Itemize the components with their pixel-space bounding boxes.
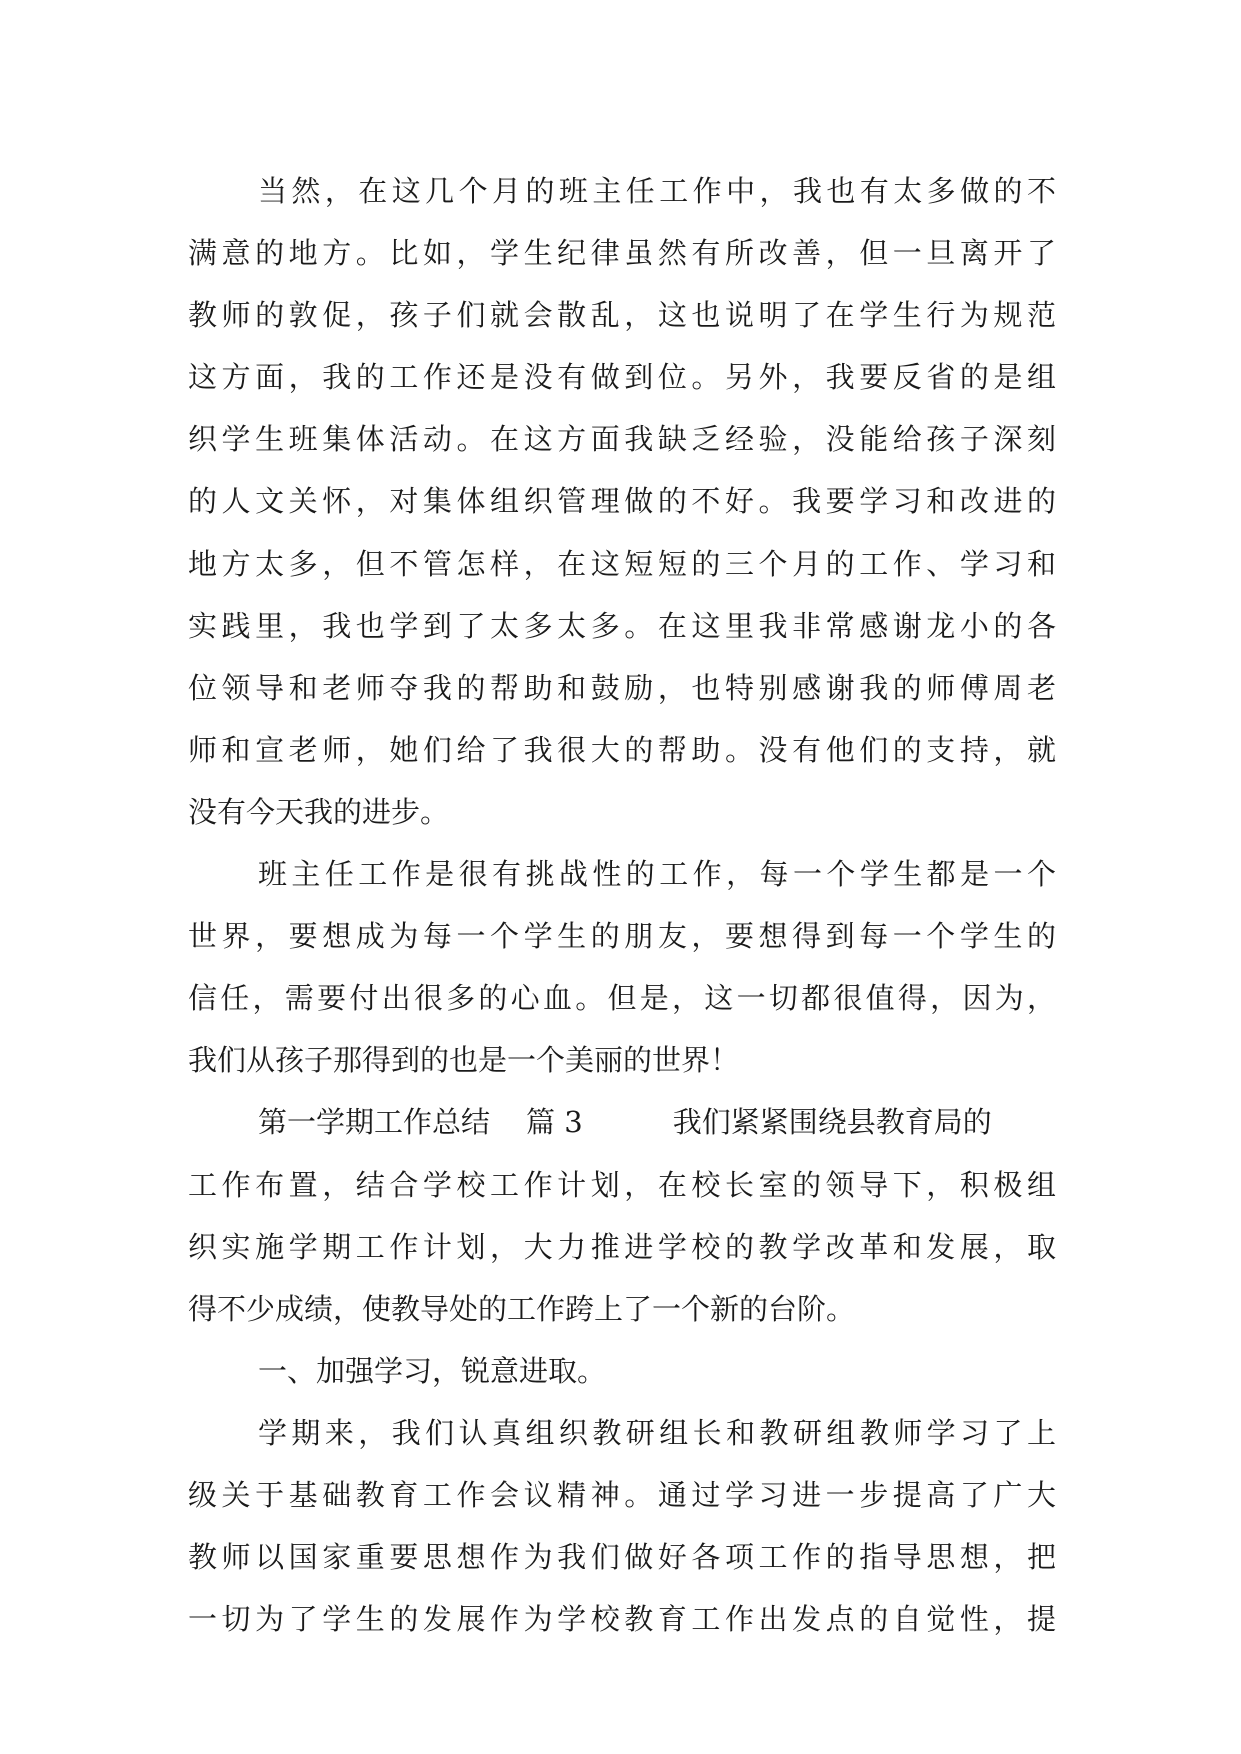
document-body: [188, 160, 1056, 1650]
text-line: 教师的敦促，孩子们就会散乱，这也说明了在学生行为规范: [188, 298, 1056, 333]
text-line: 一切为了学生的发展作为学校教育工作出发点的自觉性，提: [188, 1602, 1056, 1637]
section-title: 第一学期工作总结: [258, 1105, 491, 1140]
text-line: 的人文关怀，对集体组织管理做的不好。我要学习和改进的: [188, 484, 1056, 519]
text-line: 信任，需要付出很多的心血。但是，这一切都很值得，因为，: [188, 981, 1056, 1016]
text-line: 地方太多，但不管怎样，在这短短的三个月的工作、学习和: [188, 546, 1056, 581]
text-line: 得不少成绩，使教导处的工作跨上了一个新的台阶。: [188, 1291, 856, 1326]
section-part-label: 篇 3: [526, 1105, 583, 1140]
text-line: 师和宣老师，她们给了我很大的帮助。没有他们的支持，就: [188, 732, 1056, 767]
text-line: 织实施学期工作计划，大力推进学校的教学改革和发展，取: [188, 1229, 1056, 1264]
text-line: 工作布置，结合学校工作计划，在校长室的领导下，积极组: [188, 1167, 1056, 1202]
text-line: 我们从孩子那得到的也是一个美丽的世界！: [188, 1043, 740, 1078]
text-line: 这方面，我的工作还是没有做到位。另外，我要反省的是组: [188, 360, 1056, 395]
text-line: 没有今天我的进步。: [188, 794, 450, 829]
section-heading-line: [188, 1091, 1056, 1153]
text-line: 织学生班集体活动。在这方面我缺乏经验，没能给孩子深刻: [188, 422, 1056, 457]
text-line: 级关于基础教育工作会议精神。通过学习进一步提高了广大: [188, 1477, 1056, 1512]
subsection-heading: 一、加强学习，锐意进取。: [258, 1353, 607, 1388]
text-line: 满意的地方。比如，学生纪律虽然有所改善，但一旦离开了: [188, 236, 1056, 271]
text-line: 位领导和老师夺我的帮助和鼓励，也特别感谢我的师傅周老: [188, 670, 1056, 705]
text-line: 当然，在这几个月的班主任工作中，我也有太多做的不: [258, 174, 1056, 208]
text-line: 实践里，我也学到了太多太多。在这里我非常感谢龙小的各: [188, 608, 1056, 643]
text-line: 教师以国家重要思想作为我们做好各项工作的指导思想，把: [188, 1540, 1056, 1575]
text-line: 世界，要想成为每一个学生的朋友，要想得到每一个学生的: [188, 919, 1056, 954]
text-line: 班主任工作是很有挑战性的工作，每一个学生都是一个: [258, 857, 1056, 892]
section-lead-text: 我们紧紧围绕县教育局的: [672, 1105, 992, 1140]
text-line: 学期来，我们认真组织教研组长和教研组教师学习了上: [258, 1415, 1056, 1450]
